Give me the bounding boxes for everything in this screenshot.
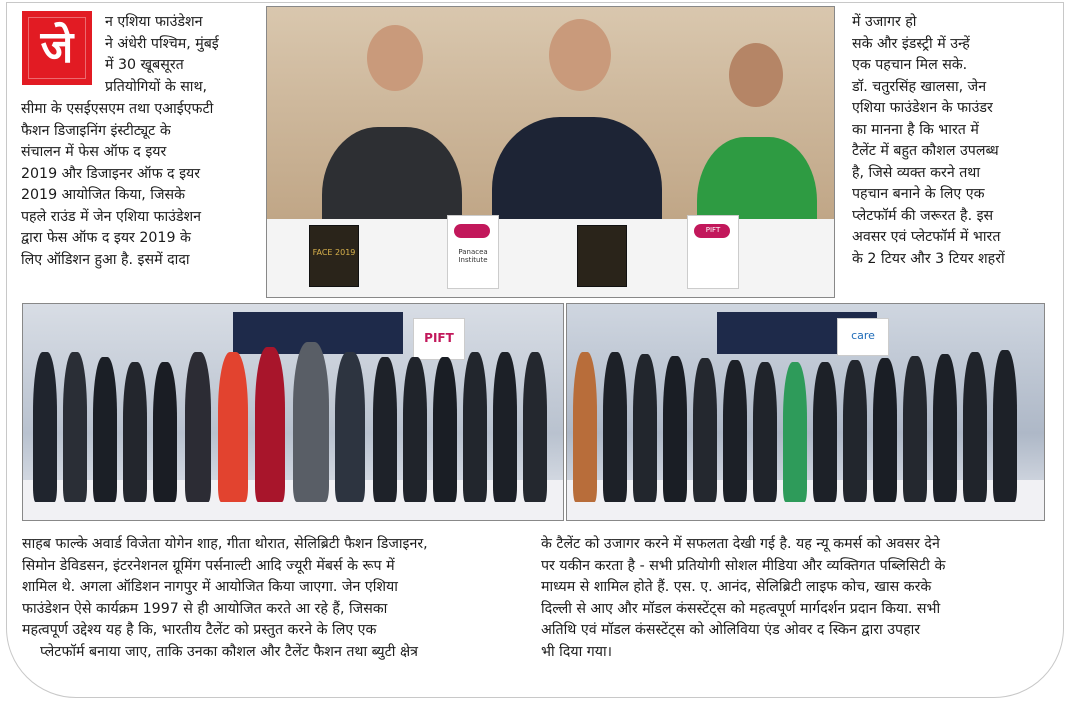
care-banner: care [837,318,889,356]
institute-banner: Panacea Institute [447,215,499,289]
newspaper-logo: जे [22,11,92,85]
article-text-bottom-right: के टैलेंट को उजागर करने में सफलता देखी गई है. यह न्यू कमर्स को अवसर देने पर यकीन करता है - सभी प्रतियोगी सोशल मीडिया और व्यक्तिगत पब्लिसिटी के माध्यम से शामिल होते हैं. एस. ए. आनंद, सेलिब्रिटी लाइफ कोच, खास करके दिल्ली से आए और मॉडल कंसस्टेंट्स को महत्वपूर्ण मार्गदर्शन प्रदान किया. सभी अतिथि एवं मॉडल कंसस्टेंट्स को ओलिविया एंड ओवर द स्किन द्वारा उपहार भी दिया गया। [541,536,946,660]
contestant [723,360,747,502]
contestant [903,356,927,502]
contestant [123,362,147,502]
contestant [783,362,807,502]
contestant [603,352,627,502]
contestant [753,362,777,502]
person-right-head [729,43,783,107]
award-book: FACE 2019 [309,225,359,287]
guest [218,352,248,502]
guest [335,352,365,502]
article-text-intro: न एशिया फाउंडेशन ने अंधेरी पश्चिम, मुंबई में 30 खूबसूरत प्रतियोगियों के साथ, [105,14,219,95]
contestant [433,357,457,502]
contestant [33,352,57,502]
contestant [963,352,987,502]
contestant [93,357,117,502]
person-left-head [367,25,423,91]
article-text-column-3: में उजागर हो सके और इंडस्ट्री में उन्हें एक पहचान मिल सके. डॉ. चतुरसिंह खालसा, जेन एशिया फाउंडेशन के फाउंडर का मानना है कि भारत में टैलेंट में बहुत कौशल उपलब्ध है, जिसे व्यक्त करने तथा पहचान बनाने के लिए एक प्लेटफॉर्म की जरूरत है. इस अवसर एवं प्लेटफॉर्म में भारत के 2 टियर और 3 टियर शहरों [852,14,1005,267]
contestant [843,360,867,502]
contestant [573,352,597,502]
contestant [813,362,837,502]
guest [185,352,211,502]
article-text-column-1: सीमा के एसईएसएम तथा एआईएफटी फैशन डिजाइनिंग इंस्टीट्यूट के संचालन में फेस ऑफ द इयर 2019 और डिजाइनर ऑफ द इयर 2019 आयोजित किया, जिसके पहले राउंड में जेन एशिया फाउंडेशन द्वारा फेस ऑफ द इयर 2019 के लिए ऑडिशन हुआ है. इसमें दादा [21,101,214,268]
contestant [493,352,517,502]
contestant [693,358,717,502]
contestant [153,362,177,502]
photo-panel-guests [266,6,835,298]
contestant [373,357,397,502]
contestant [993,350,1017,502]
pift-banner: PIFT [413,318,465,360]
article-text-bottom-left: साहब फाल्के अवार्ड विजेता योगेन शाह, गीता थोरात, सेलिब्रिटी फैशन डिजाइनर, सिमोन डेविडसन, इंटरनेशनल ग्रूमिंग पर्सनाल्टी आदि ज्यूरी मेंबर्स के रूप में शामिल थे. अगला ऑडिशन नागपुर में आयोजित किया जाएगा. जेन एशिया फाउंडेशन ऐसे कार्यक्रम 1997 से ही आयोजित करते आ रहे हैं, जिसका महत्वपूर्ण उद्देश्य यह है कि, भारतीय टैलेंट को प्रस्तुत करने के लिए एक प्लेटफॉर्म बनाया जाए, ताकि उनका कौशल और टैलेंट फैशन तथा ब्युटी क्षेत्र [22,536,428,660]
contestant [933,354,957,502]
photo-panel-group-right [566,303,1045,521]
contestant [873,358,897,502]
award-book-2 [577,225,627,287]
contestant [663,356,687,502]
guest [293,342,329,502]
institute-banner-2: PIFT [687,215,739,289]
contestant [63,352,87,502]
guest [255,347,285,502]
person-center-head [549,19,611,91]
photo-panel-group-left [22,303,564,521]
contestant [523,352,547,502]
contestant [633,354,657,502]
contestant [463,352,487,502]
contestant [403,357,427,502]
